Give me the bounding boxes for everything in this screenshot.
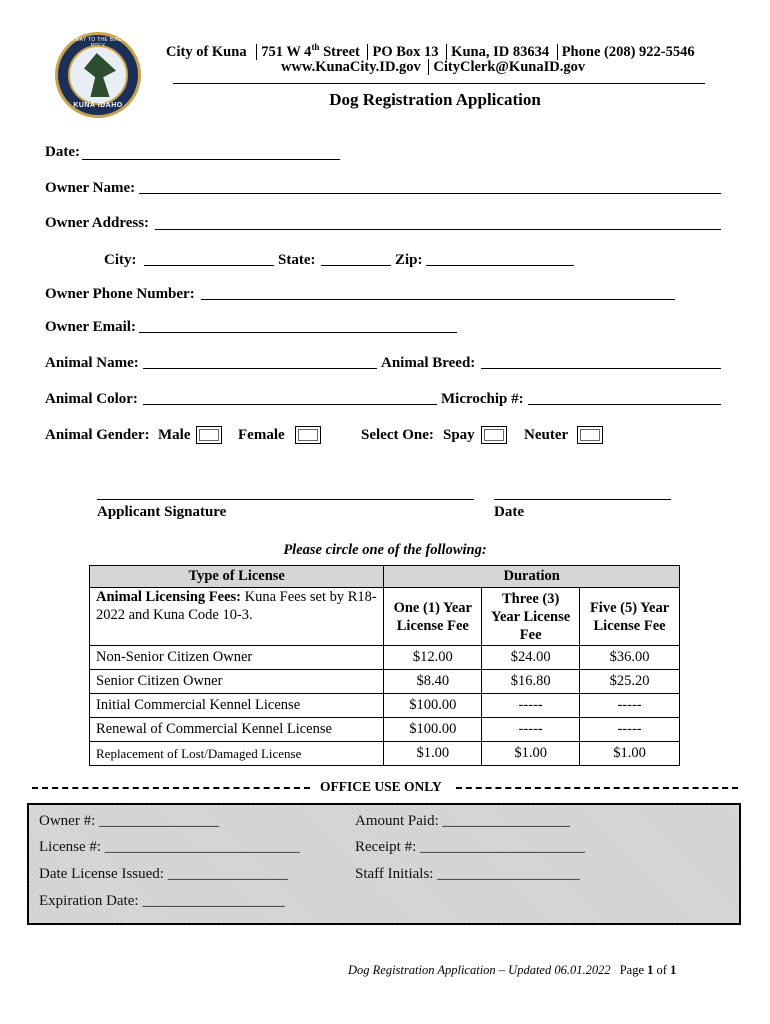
circle-instruction: Please circle one of the following: (283, 542, 487, 558)
separator (256, 44, 257, 60)
animal-breed-label: Animal Breed: (381, 355, 476, 371)
one-year-fee-cell: $12.00 (384, 646, 482, 670)
three-year-fee-cell: $1.00 (482, 742, 580, 766)
five-year-fee-cell: $36.00 (580, 646, 680, 670)
footer-page-num: 1 (647, 963, 654, 977)
header-address-num: 751 W 4 (261, 43, 312, 60)
license-type-cell: Non-Senior Citizen Owner (90, 646, 384, 670)
table-row[interactable] (90, 718, 680, 742)
date-issued-field: Date License Issued: ________________ (39, 866, 288, 882)
animal-name-label: Animal Name: (45, 355, 139, 371)
owner-number-field: Owner #: ________________ (39, 813, 219, 829)
table-row[interactable] (90, 670, 680, 694)
table-row[interactable] (90, 694, 680, 718)
header-address-sup: th (311, 42, 320, 52)
owner-phone-label: Owner Phone Number: (45, 286, 195, 302)
applicant-signature-field[interactable] (97, 499, 474, 500)
page-footer (348, 963, 676, 978)
signature-date-label: Date (494, 504, 524, 520)
footer-doc-title: Dog Registration Application – Updated 06.01.2022 (348, 963, 611, 977)
state-label: State: (278, 252, 316, 268)
female-checkbox[interactable] (295, 426, 321, 444)
header-rule (173, 83, 705, 84)
animal-color-field[interactable] (143, 404, 437, 405)
license-type-cell: Senior Citizen Owner (90, 670, 384, 694)
animal-breed-field[interactable] (481, 368, 721, 369)
owner-email-field[interactable] (139, 332, 457, 333)
zip-field[interactable] (426, 265, 574, 266)
amount-paid-field: Amount Paid: _________________ (355, 813, 571, 829)
city-label: City: (104, 252, 137, 268)
license-type-cell: Renewal of Commercial Kennel License (90, 718, 384, 742)
license-type-cell: Initial Commercial Kennel License (90, 694, 384, 718)
five-year-fee-cell: $25.20 (580, 670, 680, 694)
zip-label: Zip: (395, 252, 423, 268)
three-year-fee-cell: $24.00 (482, 646, 580, 670)
five-year-fee-header: Five (5) Year License Fee (580, 588, 680, 646)
duration-header: Duration (384, 566, 680, 588)
date-label: Date: (45, 144, 80, 160)
header-citystate: Kuna, ID 83634 (451, 43, 550, 60)
male-label: Male (158, 427, 191, 443)
one-year-fee-cell: $8.40 (384, 670, 482, 694)
license-fee-table (89, 565, 680, 766)
header-phone: Phone (208) 922-5546 (561, 43, 695, 60)
three-year-fee-cell: ----- (482, 694, 580, 718)
spay-label: Spay (443, 427, 475, 443)
fees-description-cell (90, 588, 384, 646)
license-type-cell: Replacement of Lost/Damaged License (90, 742, 384, 766)
footer-page-total: 1 (670, 963, 677, 977)
expiration-date-field: Expiration Date: ___________________ (39, 893, 285, 909)
owner-name-label: Owner Name: (45, 180, 136, 196)
neuter-checkbox[interactable] (577, 426, 603, 444)
one-year-fee-cell: $100.00 (384, 694, 482, 718)
one-year-fee-cell: $100.00 (384, 718, 482, 742)
header-website[interactable]: www.KunaCity.ID.gov (281, 59, 421, 75)
office-divider-left (32, 787, 310, 789)
separator (428, 59, 429, 75)
state-field[interactable] (321, 265, 391, 266)
license-number-field: License #: __________________________ (39, 839, 300, 855)
footer-page-prefix: Page (619, 963, 648, 977)
header-city: City of Kuna (166, 43, 247, 60)
owner-address-label: Owner Address: (45, 215, 150, 231)
animal-name-field[interactable] (143, 368, 377, 369)
date-field[interactable] (82, 159, 340, 160)
logo-top-text: GATEWAY TO THE BIRDS OF (60, 37, 136, 43)
owner-name-field[interactable] (139, 193, 721, 194)
one-year-fee-header: One (1) Year License Fee (384, 588, 482, 646)
five-year-fee-cell: ----- (580, 694, 680, 718)
five-year-fee-cell: $1.00 (580, 742, 680, 766)
office-use-heading: OFFICE USE ONLY (320, 779, 442, 794)
spay-checkbox[interactable] (481, 426, 507, 444)
receipt-number-field: Receipt #: ______________________ (355, 839, 585, 855)
three-year-fee-header: Three (3) Year License Fee (482, 588, 580, 646)
office-divider-right (456, 787, 738, 789)
form-title: Dog Registration Application (329, 90, 541, 109)
animal-gender-label: Animal Gender: (45, 427, 150, 443)
microchip-label: Microchip #: (441, 391, 524, 407)
fees-label: Animal Licensing Fees: (96, 589, 241, 605)
female-label: Female (238, 427, 285, 443)
fees-description: Kuna Fees set by R18-2022 and Kuna Code 10-3. (96, 589, 377, 623)
applicant-signature-label: Applicant Signature (97, 504, 227, 520)
header-web-line (281, 58, 585, 76)
owner-email-label: Owner Email: (45, 319, 136, 335)
animal-color-label: Animal Color: (45, 391, 138, 407)
type-of-license-header: Type of License (90, 566, 384, 588)
city-field[interactable] (144, 265, 274, 266)
staff-initials-field: Staff Initials: ___________________ (355, 866, 580, 882)
logo-bottom-text: KUNA IDAHO (73, 102, 123, 109)
office-use-box (27, 803, 741, 925)
male-checkbox[interactable] (196, 426, 222, 444)
neuter-label: Neuter (524, 427, 569, 443)
header-address-rest: Street (319, 43, 360, 60)
footer-page-of: of (653, 963, 671, 977)
three-year-fee-cell: ----- (482, 718, 580, 742)
table-row[interactable] (90, 742, 680, 766)
signature-date-field[interactable] (494, 499, 671, 500)
header-pobox: PO Box 13 (372, 43, 439, 60)
select-one-label: Select One: (361, 427, 434, 443)
footer-page (620, 963, 677, 977)
three-year-fee-cell: $16.80 (482, 670, 580, 694)
owner-phone-field[interactable] (201, 299, 675, 300)
owner-address-field[interactable] (155, 229, 721, 230)
five-year-fee-cell: ----- (580, 718, 680, 742)
microchip-field[interactable] (528, 404, 721, 405)
one-year-fee-cell: $1.00 (384, 742, 482, 766)
header-email[interactable]: CityClerk@KunaID.gov (433, 59, 586, 75)
table-row[interactable] (90, 646, 680, 670)
